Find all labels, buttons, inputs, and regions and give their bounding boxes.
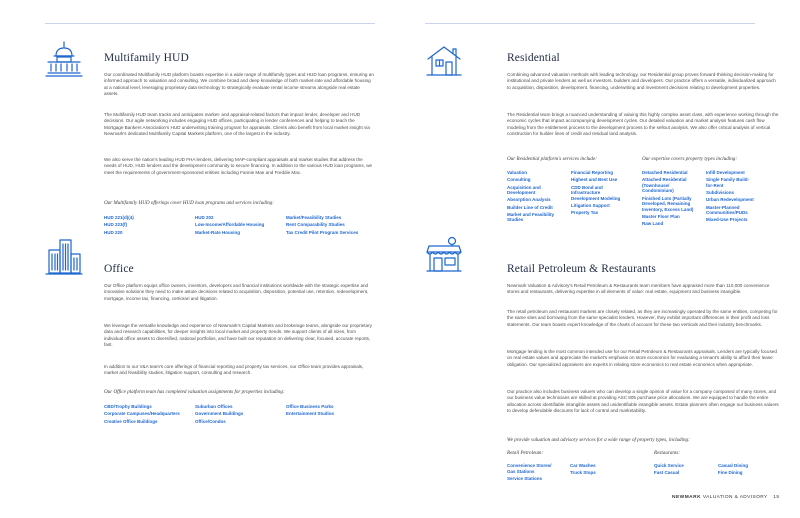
list-item: Quick Service	[654, 463, 684, 468]
retail-petroleum-col-1	[507, 463, 567, 483]
list-item: HUD 220	[104, 229, 123, 235]
list-item: Acquisition and Development	[507, 184, 541, 196]
residential-types-col-2	[706, 170, 776, 225]
list-item: Market-Rate Housing	[195, 229, 241, 235]
residential-services-heading: Our Residential platform's services include:	[507, 156, 597, 162]
retail-petroleum-label: Retail Petroleum:	[507, 450, 544, 456]
residential-types-col-1	[642, 170, 704, 228]
list-item: Fast Casual	[654, 470, 680, 476]
list-item: HUD 202	[195, 215, 214, 220]
list-item: Raw Land	[642, 221, 664, 227]
section-title-retail-petroleum-restaurants: Retail Petroleum & Restaurants	[507, 263, 656, 275]
list-item: HUD 221(d)(4)	[104, 215, 134, 220]
footer-brand: NEWMARK	[672, 495, 702, 500]
list-item: Valuation	[507, 170, 528, 175]
multifamily-paragraph-2: The Multifamily HUD team tracks and anticipates market- and appraisal-related factors that impact lender, developer and HUD decisions. Our agile networking includes engaging HUD offices, participating in lender conferences and helping to teach the Mortgage Bankers Association's HUD underwriting training program for appraisals. Clients also benefit from local market insight via Newmark's dedicated Multifamily Capital Markets platform, one of the largest in the industry.	[104, 112, 370, 137]
list-item: Litigation Support	[571, 202, 610, 208]
top-rule-right	[425, 23, 755, 24]
section-title-multifamily-hud: Multifamily HUD	[104, 52, 189, 64]
list-item: Entertainment Studios	[286, 411, 335, 417]
list-item: Service Stations	[507, 475, 543, 481]
multifamily-list-heading: Our Multifamily HUD offerings cover HUD loan programs and services including:	[104, 200, 274, 206]
list-item: Convenience Stores/ Gas Stations	[507, 463, 552, 474]
residential-services-col-1	[507, 170, 569, 225]
list-item: Master Floor Plan	[642, 213, 680, 219]
section-title-office: Office	[104, 263, 134, 275]
storefront-icon	[425, 236, 463, 279]
retail-restaurants-col-1	[654, 463, 714, 478]
multifamily-paragraph-3: We also serve the nation's leading HUD FHA lenders, delivering MAP-compliant appraisals and market studies that address the needs of HUD, HUD lenders and the development community to secure financing. In addition to the various HUD loan programs, we meet the requirements of government-sponsored entities including Fannie Mae and Freddie Mac.	[104, 157, 373, 175]
office-towers-icon	[45, 236, 83, 281]
list-item: CBD/Trophy Buildings	[104, 404, 152, 409]
list-item: Market/Feasibility Studies	[286, 215, 342, 220]
list-item: Financial Reporting	[571, 170, 614, 175]
list-item: Finished Lots (Partially Developed, Remaining Inventory, Excess Land)	[642, 195, 694, 212]
residential-paragraph-1: Combining advanced valuation methods with leading technology, our Residential group proves forward-thinking decision-making for institutional and private lenders as well as investors, builders and developers. Our practice offers a versatile, individualized approach to acquisition, disposition, development, financing, underwriting and investment decisions relating to development properties.	[507, 72, 776, 90]
house-icon	[425, 44, 463, 83]
residential-types-heading: Our expertise covers property types including:	[642, 156, 738, 162]
list-item: Government Buildings	[195, 411, 244, 417]
list-item: Absorption Analysis	[507, 197, 551, 203]
list-item: Corporate Campuses/Headquarters	[104, 411, 180, 417]
list-item: Subdivisions	[706, 190, 735, 196]
office-paragraph-2: We leverage the versatile knowledge and experience of Newmark's Capital Markets and brokerage teams, alongside our proprietary data and research capabilities, for deeper insights into local market and property trends. We support clients of all sizes, from individual office assets to diversified, national portfolios, and have built our reputation on delivering clear, focused, accurate reports, fast.	[104, 323, 372, 348]
list-item: Office Business Parks	[286, 404, 334, 409]
office-paragraph-3: In addition to our V&A team's core offerings of financial reporting and property tax services, our Office team provides appraisals, market and feasibility studies, litigation support, consulting and research.	[104, 364, 364, 376]
list-item: Master-Planned Communities/PUDs	[706, 204, 748, 216]
list-item: Single Family Build- for-Rent	[706, 177, 750, 188]
list-item: Consulting	[507, 177, 531, 183]
multifamily-paragraph-1: Our coordinated Multifamily HUD platform boasts expertise in a wide range of multifamily types and HUD loan programs, ensuring an informed approach to valuation and consulting. We combine broad and deep knowledge of both market-rate and affordable housing at a national level, leveraging proprietary data technology to strategically evaluate rental income streams alongside real estate assets.	[104, 72, 374, 97]
list-item: Creative Office Buildings	[104, 418, 158, 424]
page-footer	[672, 495, 779, 500]
office-paragraph-1: Our Office platform equips office owners, investors, developers and financial institutions worldwide with the strategic expertise and innovative solutions they need to make astute decisions related to acquisition, disposition, potential use, retention, redevelopment, mortgage, income tax, financing, certiorari and litigation.	[104, 283, 369, 301]
list-item: Casual Dining	[718, 463, 749, 468]
retail-list-heading: We provide valuation and advisory services for a wide range of property types, including:	[507, 437, 690, 443]
multifamily-list-col-2	[195, 215, 283, 237]
office-list-heading: Our Office platform team has completed valuation assignments for properties including:	[104, 389, 285, 395]
office-list-col-3	[286, 404, 381, 419]
list-item: Builder Line of Credit	[507, 204, 553, 210]
list-item: CDD Bond and Infrastructure Development Modeling	[571, 184, 621, 201]
list-item: Urban Redevelopment	[706, 197, 754, 203]
retail-petroleum-col-2	[570, 463, 630, 478]
office-list-col-1	[104, 404, 192, 426]
footer-section: VALUATION & ADVISORY	[702, 495, 768, 500]
residential-paragraph-2: The Residential team brings a nuanced understanding of valuing this highly complex asset class, with experience working through the economic cycles that impact accompanying development cycles. Our detailed valuation and market analysis features cash flow modeling from the entitlement process to the development process to the sellout analysis. We also offer critical analysis of vertical construction for builder lines of credit and residual land analysis.	[507, 112, 779, 137]
top-rule-left	[45, 23, 375, 24]
list-item: Infill Development	[706, 170, 745, 175]
list-item: Truck Stops	[570, 470, 596, 476]
retail-paragraph-3: Mortgage lending is the most common intended use for our Retail Petroleum & Restaurants appraisals. Lenders are typically focused on real estate values and appreciate the market's emphasis on store economics for evaluating a tenant's ability to afford their lease obligation. Our specialized appraisers are experts in relating store economics to real estate economics when appropriate.	[507, 349, 777, 367]
list-item: Tax Credit Pilot Program Services	[286, 229, 359, 235]
section-title-residential: Residential	[507, 52, 560, 64]
list-item: Office/Condos	[195, 418, 226, 424]
retail-paragraph-2: The retail petroleum and restaurant markets are closely related, as they are increasingly operated by the same entities, competing for the same sites and borrowing from the same specialist lenders. However, they exhibit important differences in their profit and loss statements. Our team boasts expert knowledge of the charts of account for these two verticals and their industry benchmarks.	[507, 309, 778, 327]
list-item: Detached Residential	[642, 170, 688, 175]
multifamily-list-col-3	[286, 215, 381, 237]
retail-restaurants-label: Restaurants:	[654, 450, 681, 456]
list-item: HUD 223(f)	[104, 222, 128, 228]
list-item: Attached Residential (Townhouse/ Condominium)	[642, 177, 687, 194]
list-item: Fine Dining	[718, 470, 743, 476]
retail-restaurants-col-2	[718, 463, 778, 478]
retail-paragraph-4: Our practice also includes business valuers who can develop a single opinion of value for a company composed of many stores, and our business value technicians are skilled at providing ASC 805 purchase price allocations. We are equipped to handle the entire allocation across identifiable intangible assets and unidentifiable intangible assets. Estate planners often engage our business valuers to develop defendable discounts for lack of control and marketability.	[507, 389, 779, 414]
list-item: Mixed-Use Projects	[706, 217, 748, 223]
list-item: Rent Comparability Studies	[286, 222, 345, 228]
page-number: 15	[773, 495, 780, 500]
list-item: Highest and Best Use	[571, 177, 618, 183]
capitol-building-icon	[45, 40, 83, 83]
list-item: Property Tax	[571, 210, 599, 216]
residential-services-col-2	[571, 170, 637, 217]
list-item: Suburban Offices	[195, 404, 233, 409]
multifamily-list-col-1	[104, 215, 192, 237]
list-item: Low-Income/Affordable Housing	[195, 222, 265, 228]
office-list-col-2	[195, 404, 283, 426]
list-item: Market and Feasibility Studies	[507, 211, 555, 223]
list-item: Car Washes	[570, 463, 596, 468]
retail-paragraph-1: Newmark Valuation & Advisory's Retail Petroleum & Restaurants team members have appraised more than 110,000 convenience stores and restaurants, delivering expertise in all elements of value: real estate, equipment and business intangible.	[507, 283, 770, 295]
